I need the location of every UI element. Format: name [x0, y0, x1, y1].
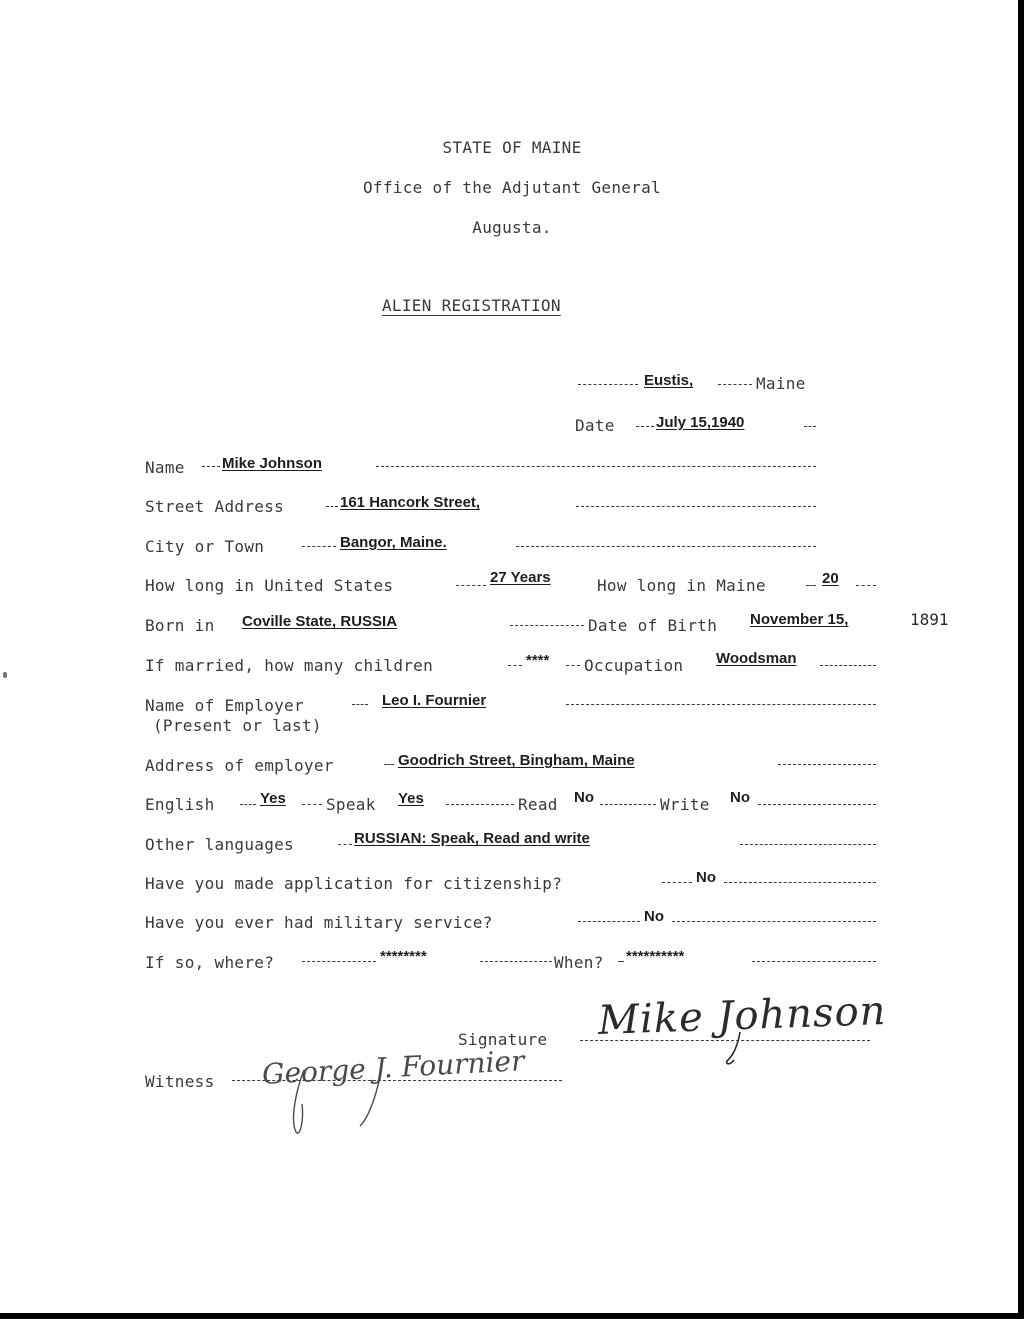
when-label: When?: [554, 953, 604, 972]
employer-value: Leo I. Fournier: [382, 692, 487, 709]
name-value: Mike Johnson: [222, 455, 323, 472]
employer-label: Name of Employer: [145, 696, 304, 715]
street-leader: [326, 506, 338, 507]
read-value: No: [574, 789, 594, 806]
military-value: No: [644, 908, 664, 925]
scan-border-bottom: [0, 1313, 1024, 1319]
speak-read-leader: [446, 804, 514, 805]
employer-address-trailing-dashes: [778, 764, 876, 765]
speak-value: Yes: [398, 790, 424, 807]
read-label: Read: [518, 795, 558, 814]
employer-trailing-dashes: [566, 704, 876, 705]
read-write-leader: [600, 804, 656, 805]
employer-sublabel: (Present or last): [153, 716, 322, 735]
state-heading: STATE OF MAINE: [442, 138, 582, 157]
other-languages-label: Other languages: [145, 835, 294, 854]
date-of-birth-value: November 15,: [750, 611, 849, 628]
employer-address-leader: [384, 764, 394, 765]
form-title: ALIEN REGISTRATION: [382, 296, 561, 315]
born-in-trailing-dashes: [510, 625, 584, 626]
employer-leader: [352, 704, 368, 705]
maine-trailing-dashes: [856, 585, 876, 586]
military-trailing-dashes: [672, 921, 876, 922]
how-long-maine-label: How long in Maine: [597, 576, 766, 595]
when-value: **********: [626, 948, 685, 965]
english-leader: [240, 804, 256, 805]
when-trailing-dashes: [752, 961, 876, 962]
english-label: English: [145, 795, 215, 814]
how-long-us-value: 27 Years: [490, 569, 551, 586]
date-label: Date: [575, 416, 615, 435]
other-languages-trailing-dashes: [740, 844, 876, 845]
location-leader-2: [718, 384, 752, 385]
street-address-label: Street Address: [145, 497, 285, 516]
employer-address-label: Address of employer: [145, 756, 334, 775]
witness-label: Witness: [145, 1072, 215, 1091]
children-label: If married, how many children: [145, 656, 434, 675]
date-leader-2: [804, 426, 816, 427]
when-leader: [618, 961, 624, 962]
name-label: Name: [145, 458, 185, 477]
children-leader: [508, 665, 522, 666]
speak-label: Speak: [326, 795, 376, 814]
city-label: City or Town: [145, 537, 265, 556]
where-value: ********: [380, 948, 427, 965]
english-speak-leader: [302, 804, 322, 805]
date-leader: [636, 426, 654, 427]
citizenship-value: No: [696, 869, 716, 886]
how-long-us-leader: [456, 585, 486, 586]
scan-mark: [3, 672, 7, 678]
other-languages-value: RUSSIAN: Speak, Read and write: [354, 830, 590, 847]
signature-flourish: [720, 1030, 760, 1070]
military-leader: [578, 921, 640, 922]
city-leader: [302, 546, 336, 547]
date-of-birth-label: Date of Birth: [588, 616, 718, 635]
office-heading: Office of the Adjutant General: [363, 178, 661, 197]
where-label: If so, where?: [145, 953, 275, 972]
signature-handwriting: Mike Johnson: [597, 987, 888, 1045]
other-languages-leader: [338, 844, 352, 845]
write-trailing-dashes: [758, 804, 876, 805]
city-trailing-dashes: [516, 546, 816, 547]
citizenship-trailing-dashes: [724, 882, 876, 883]
city-value: Bangor, Maine.: [340, 534, 447, 551]
date-of-birth-year: 1891: [910, 610, 949, 629]
street-trailing-dashes: [576, 506, 816, 507]
witness-flourish: [286, 1060, 396, 1140]
where-when-leader: [480, 961, 552, 962]
date-value: July 15,1940: [656, 414, 745, 431]
how-long-maine-value: 20: [822, 570, 839, 587]
name-leader: [202, 466, 220, 467]
english-value: Yes: [260, 790, 286, 807]
military-label: Have you ever had military service?: [145, 913, 493, 932]
occupation-value: Woodsman: [716, 650, 797, 667]
write-value: No: [730, 789, 750, 806]
citizenship-leader: [662, 882, 692, 883]
maine-leader: [806, 585, 816, 586]
street-address-value: 161 Hancork Street,: [340, 494, 481, 511]
born-in-label: Born in: [145, 616, 215, 635]
location-town: Eustis,: [644, 372, 694, 389]
occupation-label: Occupation: [584, 656, 684, 675]
write-label: Write: [660, 795, 710, 814]
witness-handwriting: George J. Fournier: [261, 1044, 526, 1091]
employer-address-value: Goodrich Street, Bingham, Maine: [398, 752, 635, 769]
how-long-us-label: How long in United States: [145, 576, 394, 595]
occupation-trailing-dashes: [820, 665, 876, 666]
citizenship-label: Have you made application for citizenship?: [145, 874, 563, 893]
name-trailing-dashes: [376, 466, 816, 467]
location-leader: [578, 384, 638, 385]
where-leader: [302, 961, 376, 962]
location-state-label: Maine: [756, 374, 806, 393]
children-trailing: [566, 665, 580, 666]
city-heading: Augusta.: [472, 218, 552, 237]
signature-label: Signature: [458, 1030, 548, 1049]
born-in-value: Coville State, RUSSIA: [242, 613, 398, 630]
children-value: ****: [526, 652, 550, 669]
